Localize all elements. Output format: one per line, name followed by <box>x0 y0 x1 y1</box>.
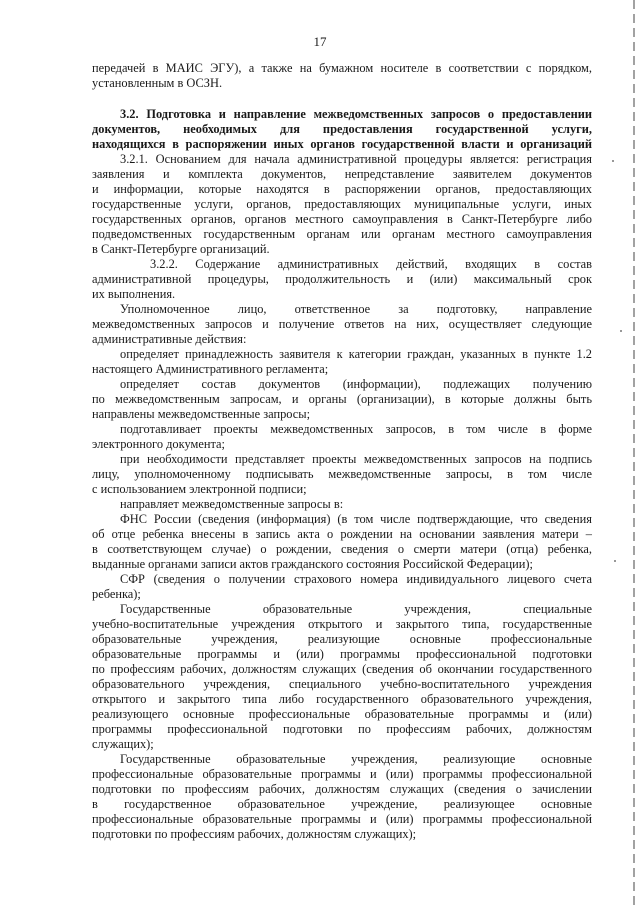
scan-edge-mark <box>633 0 635 905</box>
text-line: административной процедуры, продолжительность и (или) максимальный срок <box>92 272 592 286</box>
text-line: направлены межведомственные запросы; <box>92 407 311 421</box>
text-line: Уполномоченное лицо, ответственное за подготовку, направление <box>120 302 592 316</box>
text-line: реализующего основные профессиональные образовательные программы и (или) <box>92 707 592 721</box>
text-line: подготовки по профессиям рабочих, должностям служащих (сведения о зачислении <box>92 782 592 796</box>
section-heading-line: находящихся в распоряжении иных органов государственной власти и организаций <box>92 137 592 151</box>
text-line: ребенка); <box>92 587 141 601</box>
text-line: административные действия: <box>92 332 247 346</box>
text-line: определяет принадлежность заявителя к категории граждан, указанных в пункте 1.2 <box>120 347 592 361</box>
text-line: в Санкт-Петербурге организаций. <box>92 242 270 256</box>
text-line: Государственные образовательные учреждения, специальные <box>120 602 592 616</box>
text-line: служащих); <box>92 737 154 751</box>
text-line: электронного документа; <box>92 437 225 451</box>
section-heading-line: 3.2. Подготовка и направление межведомственных запросов о предоставлении <box>120 107 592 121</box>
text-line: учебно-воспитательные учреждения открытого и закрытого типа, государственные <box>92 617 592 631</box>
text-line: в государственное образовательное учреждение, реализующее основные <box>92 797 592 811</box>
text-line: при необходимости представляет проекты межведомственных запросов на подпись <box>120 452 592 466</box>
text-line: выданные органами записи актов гражданского состояния Российской Федерации); <box>92 557 533 571</box>
text-line: заявления и комплекта документов, непредставление заявителем документов <box>92 167 592 181</box>
text-line: лицу, уполномоченному подписывать межведомственные запросы, в том числе <box>92 467 592 481</box>
text-line: профессиональные образовательные программы и (или) программы профессиональной <box>92 812 592 826</box>
text-line: 3.2.1. Основанием для начала административной процедуры является: регистрация <box>120 152 592 166</box>
text-line: подготовки по профессиям рабочих, должностям служащих); <box>92 827 417 841</box>
text-line: программы профессиональной подготовки по профессиям рабочих, должностям <box>92 722 592 736</box>
scan-speck <box>614 560 616 562</box>
text-line: подведомственных государственным органам или органам местного самоуправления <box>92 227 592 241</box>
text-line: ФНС России (сведения (информация) (в том числе подтверждающие, что сведения <box>120 512 592 526</box>
text-line: образовательного учреждения, специального учебно-воспитательного учреждения <box>92 677 592 691</box>
text-line: образовательные программы и (или) программы профессиональной подготовки <box>92 647 592 661</box>
text-line: установленным в ОСЗН. <box>92 76 223 90</box>
text-line: государственные услуги, органов, предоставляющих муниципальные услуги, иных <box>92 197 592 211</box>
text-line: межведомственных запросов и получение ответов на них, осуществляет следующие <box>92 317 592 331</box>
scan-speck <box>612 160 614 162</box>
text-line: об отце ребенка внесены в запись акта о рождении на основании заявления матери – <box>92 527 592 541</box>
text-line: с использованием электронной подписи; <box>92 482 307 496</box>
text-line: 3.2.2. Содержание административных действий, входящих в состав <box>150 257 592 271</box>
scan-speck <box>620 330 622 332</box>
text-line: по межведомственным запросам, и органы (организации), в которые должны быть <box>92 392 592 406</box>
text-line: их выполнения. <box>92 287 176 301</box>
text-line: направляет межведомственные запросы в: <box>120 497 344 511</box>
text-line: образовательные учреждения, реализующие основные профессиональные <box>92 632 592 646</box>
text-line: и информации, которые находятся в распоряжении органов, предоставляющих <box>92 182 592 196</box>
text-line: подготавливает проекты межведомственных запросов, в том числе в форме <box>120 422 592 436</box>
text-line: СФР (сведения о получении страхового номера индивидуального лицевого счета <box>120 572 592 586</box>
text-line: передачей в МАИС ЭГУ), а также на бумажном носителе в соответствии с порядком, <box>92 61 592 75</box>
text-line: профессиональные образовательные программы и (или) программы профессиональной <box>92 767 592 781</box>
text-line: настоящего Административного регламента; <box>92 362 329 376</box>
text-line: Государственные образовательные учреждения, реализующие основные <box>120 752 592 766</box>
text-line: по профессиям рабочих, должностям служащих (сведения об окончании государственного <box>92 662 592 676</box>
text-line: государственных органов, органов местного самоуправления в Санкт-Петербурге либо <box>92 212 592 226</box>
section-heading-line: документов, необходимых для предоставления государственной услуги, <box>92 122 592 136</box>
text-line: в соответствующем случае) о рождении, сведения о смерти матери (отца) ребенка, <box>92 542 592 556</box>
text-line: определяет состав документов (информации), подлежащих получению <box>120 377 592 391</box>
text-line: открытого и закрытого типа либо государственного образовательного учреждения, <box>92 692 592 706</box>
page-number: 17 <box>313 34 327 49</box>
